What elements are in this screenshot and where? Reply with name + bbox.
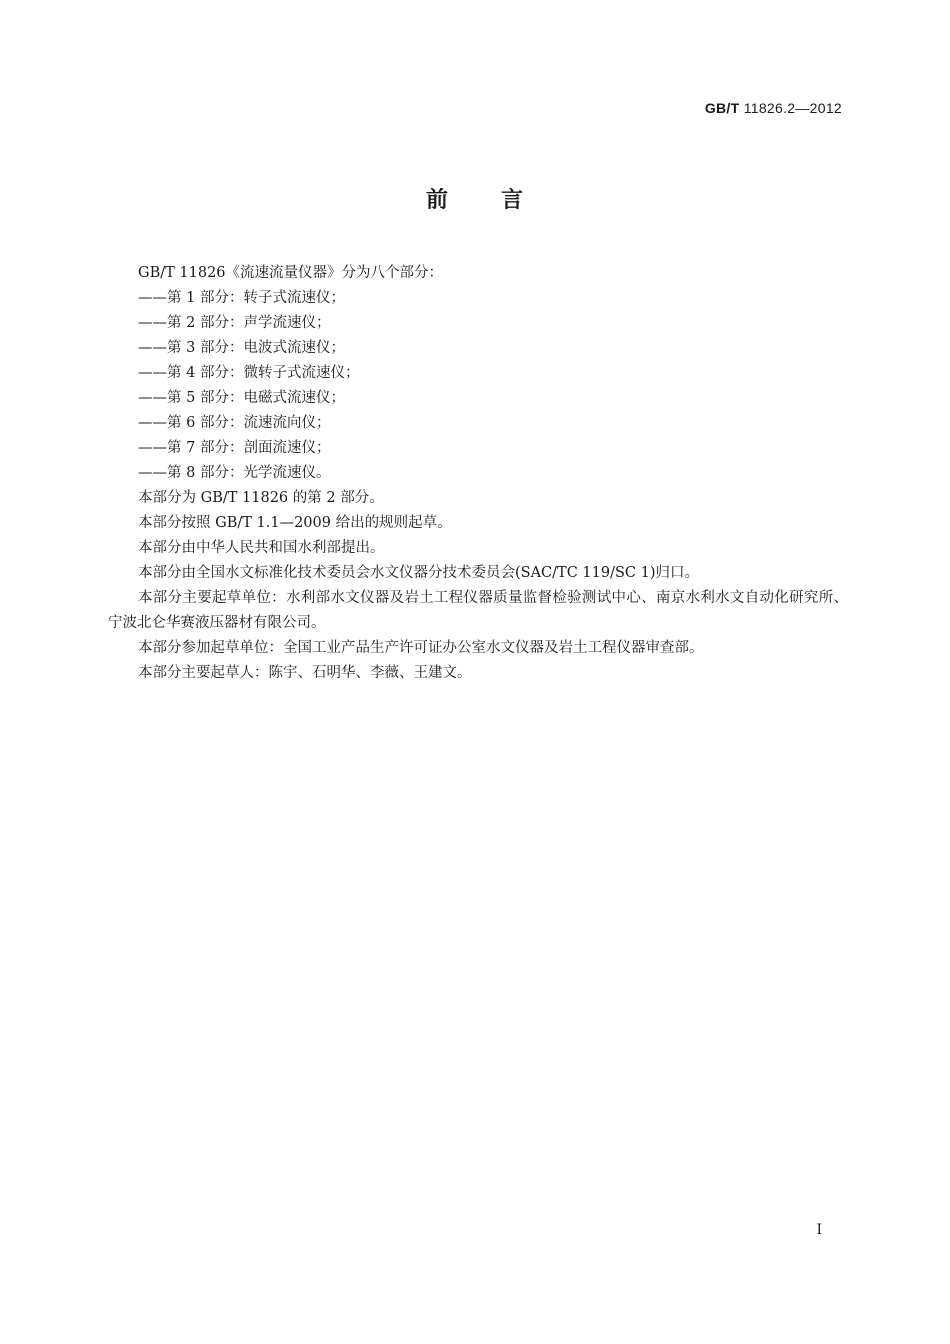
part-item-8: ——第 8 部分：光学流速仪。 [138, 465, 331, 481]
standard-code: 11826.2—2012 [743, 100, 842, 116]
standard-number [705, 100, 842, 116]
part-item-3: ——第 3 部分：电波式流速仪； [138, 340, 345, 356]
part-item-5: ——第 5 部分：电磁式流速仪； [138, 390, 345, 406]
title-char-1: 前 [425, 188, 449, 213]
part-item-7: ——第 7 部分：剖面流速仪； [138, 440, 331, 456]
part-item-2: ——第 2 部分：声学流速仪； [138, 315, 331, 331]
paragraph-part-statement: 本部分为 GB/T 11826 的第 2 部分。 [138, 490, 384, 506]
foreword-body [108, 261, 848, 686]
part-item-1: ——第 1 部分：转子式流速仪； [138, 290, 345, 306]
paragraph-technical-committee: 本部分由全国水文标准化技术委员会水文仪器分技术委员会(SAC/TC 119/SC 1)归口。 [138, 565, 699, 581]
intro-paragraph: GB/T 11826《流速流量仪器》分为八个部分： [138, 265, 444, 281]
title-char-2: 言 [501, 188, 525, 213]
paragraph-drafters: 本部分主要起草人：陈宇、石明华、李薇、王建文。 [138, 665, 472, 681]
paragraph-participating-units: 本部分参加起草单位：全国工业产品生产许可证办公室水文仪器及岩土工程仪器审查部。 [138, 640, 704, 656]
part-item-4: ——第 4 部分：微转子式流速仪； [138, 365, 360, 381]
part-item-6: ——第 6 部分：流速流向仪； [138, 415, 331, 431]
paragraph-drafting-rules: 本部分按照 GB/T 1.1—2009 给出的规则起草。 [138, 515, 452, 531]
standard-prefix: GB/T [704, 100, 740, 116]
page-number: I [816, 1222, 822, 1238]
paragraph-proposer: 本部分由中华人民共和国水利部提出。 [138, 540, 385, 556]
page-title [0, 183, 950, 214]
paragraph-main-drafting-units: 本部分主要起草单位：水利部水文仪器及岩土工程仪器质量监督检验测试中心、南京水利水文自动化研究所、宁波北仑华赛液压器材有限公司。 [108, 590, 848, 631]
